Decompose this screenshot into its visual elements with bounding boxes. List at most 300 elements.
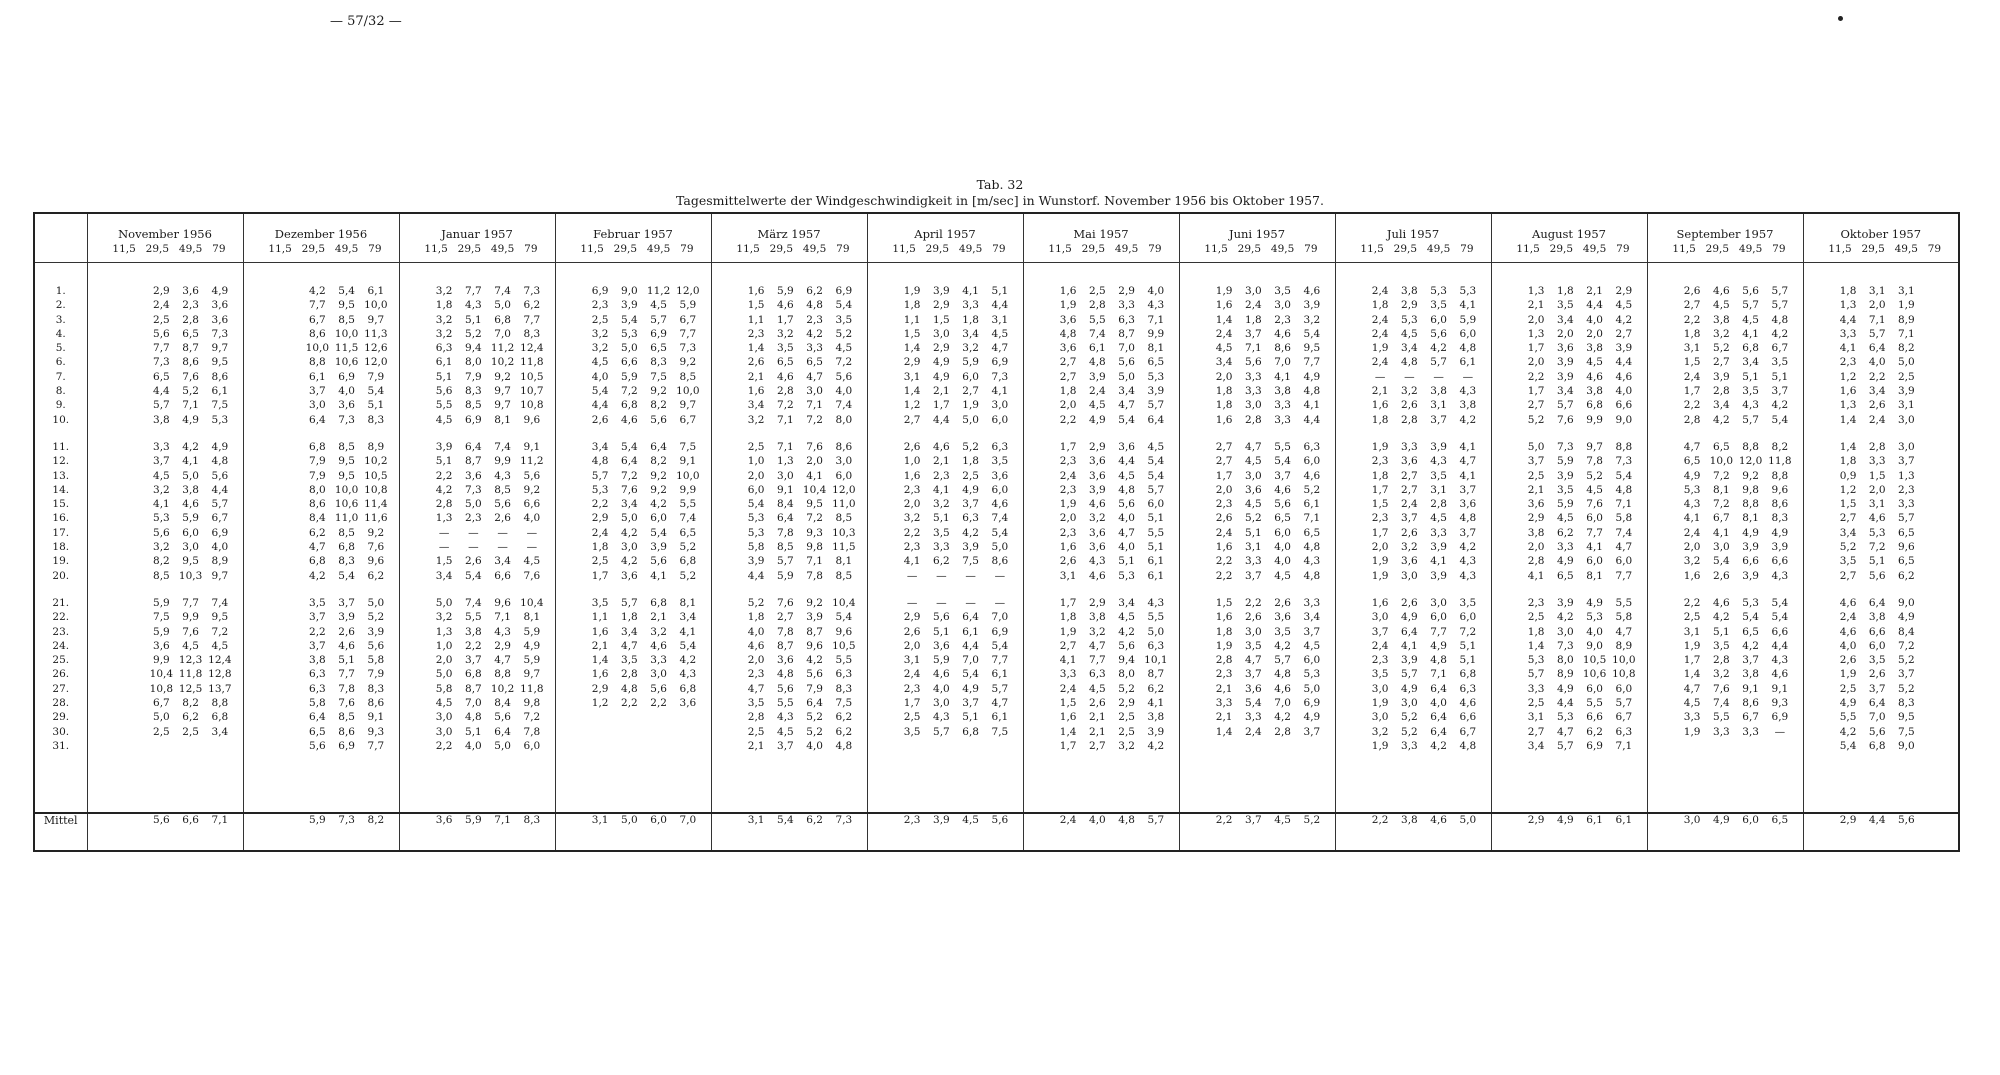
wind-value: 6,5 [1897,555,1915,568]
month-day-cell [711,440,867,454]
value-group [1024,384,1179,398]
month-day-cell [1647,469,1803,483]
day-label: 7. [55,370,66,383]
wind-value: 4,3 [465,299,482,312]
wind-value: 7,2 [777,399,794,412]
wind-value: 3,9 [650,541,667,554]
wind-value: 4,1 [1401,639,1418,652]
wind-value: 4,9 [933,356,950,369]
value-group [1336,814,1491,826]
wind-value: 8,4 [1897,625,1915,638]
wind-value: 3,2 [1089,625,1106,638]
wind-value [275,710,301,724]
table-row [34,454,1959,468]
month-day-cell [1803,327,1959,341]
month-day-cell [1491,483,1647,497]
wind-value: 1,4 [903,342,921,355]
spacer-cell [1803,263,1959,285]
month-day-cell [1335,710,1491,724]
mean-value: 5,2 [1303,814,1321,826]
spacer-cell [867,263,1023,285]
wind-value [119,511,145,525]
wind-value: 2,0 [903,639,921,652]
wind-value: 7,0 [1868,711,1886,724]
month-day-cell [1491,341,1647,355]
wind-value: 5,4 [591,385,609,398]
wind-value: 6,3 [1118,313,1135,326]
month-mean-cell [1647,813,1803,851]
wind-value: — [1774,725,1786,738]
value-group [88,298,243,312]
wind-value: 5,3 [1868,526,1886,539]
wind-value: 1,9 [962,399,979,412]
wind-value: 5,9 [153,596,170,609]
value-group [868,725,1023,739]
month-day-cell [555,327,711,341]
wind-value: 3,1 [1868,498,1886,511]
wind-value [275,610,301,624]
wind-value: 7,4 [465,596,482,609]
wind-value: 4,9 [1742,526,1759,539]
wind-value: 5,7 [1742,413,1759,426]
spacer-cell [34,263,87,285]
wind-value: 2,2 [1683,399,1701,412]
wind-value: 4,0 [1615,385,1633,398]
value-group [1336,526,1491,540]
wind-value: 4,6 [1586,370,1603,383]
wind-value: 6,4 [1430,711,1447,724]
value-group [400,554,555,568]
wind-value: 6,6 [1868,625,1886,638]
wind-value [119,384,145,398]
wind-value: 4,7 [309,541,326,554]
month-day-cell [555,370,711,384]
wind-value: 6,3 [309,682,326,695]
wind-value: 8,9 [1615,639,1633,652]
wind-value: 3,4 [1118,385,1135,398]
wind-value: — [936,569,947,582]
month-day-cell [711,313,867,327]
table-caption-title: Tab. 32 [976,177,1024,192]
wind-value: 5,1 [1713,625,1730,638]
spacer-cell [243,583,399,596]
value-group [400,739,555,753]
wind-value: 5,3 [1147,370,1165,383]
wind-value [119,284,145,298]
wind-value: 1,8 [1059,385,1077,398]
wind-value: 3,7 [1274,469,1291,482]
mean-value: 7,3 [835,814,853,826]
value-group [88,610,243,624]
value-group [1492,469,1647,483]
wind-value: 3,2 [1371,725,1389,738]
wind-value: 4,6 [1303,469,1321,482]
month-day-cell [1647,384,1803,398]
month-day-cell [711,639,867,653]
value-group [88,511,243,525]
month-day-cell [1491,710,1647,724]
height-level: 29,5 [1237,243,1262,255]
table-bottom-space [34,753,1959,813]
wind-value: 3,5 [1557,299,1574,312]
value-group [712,440,867,454]
wind-value: 5,6 [1868,569,1886,582]
wind-value: 6,2 [835,725,853,738]
value-group [244,497,399,511]
height-level: 29,5 [925,243,950,255]
month-day-cell [1179,569,1335,583]
value-group [88,440,243,454]
wind-value [119,413,145,427]
wind-value: 4,4 [933,413,950,426]
wind-value [275,440,301,454]
month-day-cell [867,313,1023,327]
month-day-cell [243,370,399,384]
value-group [1180,341,1335,355]
wind-value: 5,1 [465,313,482,326]
month-day-cell [399,284,555,298]
day-label: 28. [52,697,70,710]
spacer-cell [399,583,555,596]
value-group [1180,298,1335,312]
wind-value: 1,7 [591,569,609,582]
value-group [88,370,243,384]
value-group [1804,682,1959,696]
wind-value: 2,7 [1215,455,1233,468]
value-group [88,327,243,341]
value-group [400,667,555,681]
wind-value: 2,7 [777,611,794,624]
wind-value: 4,1 [1742,327,1759,340]
wind-value: 1,8 [1215,625,1233,638]
month-day-cell [1179,454,1335,468]
wind-value: 3,2 [435,313,453,326]
wind-value: 5,2 [806,711,823,724]
spacer-cell [399,753,555,813]
wind-value [1922,526,1948,540]
wind-value: 6,4 [309,413,326,426]
wind-value: 9,7 [494,385,511,398]
mean-value: 8,3 [523,814,541,826]
wind-value: 3,2 [1089,512,1106,525]
wind-value: 4,8 [806,299,823,312]
wind-value: 9,3 [806,526,823,539]
value-group [400,355,555,369]
value-group [1336,696,1491,710]
wind-value: 3,2 [1303,313,1321,326]
wind-value: 7,1 [1868,313,1886,326]
value-group [1024,526,1179,540]
month-day-cell [555,469,711,483]
month-day-cell [1803,384,1959,398]
wind-value: 4,9 [1303,711,1321,724]
value-group [1180,814,1335,826]
wind-value: 4,1 [1527,569,1545,582]
value-group [1180,384,1335,398]
wind-value: 1,8 [962,455,979,468]
day-label: 21. [52,596,70,609]
value-group [88,639,243,653]
day-label: 5. [55,342,66,355]
wind-value: 3,0 [835,455,853,468]
value-group [1648,483,1803,497]
value-group [1492,569,1647,583]
value-group [556,469,711,483]
wind-value: 1,7 [1527,385,1545,398]
month-day-cell [867,696,1023,710]
month-day-cell [1179,682,1335,696]
wind-value: 2,2 [435,469,453,482]
wind-value: 2,5 [1118,725,1135,738]
wind-value [1922,610,1948,624]
month-day-cell [87,284,243,298]
month-day-cell [1491,596,1647,610]
wind-value: 5,6 [211,469,229,482]
wind-value: 5,7 [1897,512,1915,525]
height-level: 11,5 [1516,243,1540,255]
wind-value: 8,9 [1897,313,1915,326]
wind-value: 2,3 [1371,512,1389,525]
wind-value: 8,4 [309,512,326,525]
wind-value: 3,7 [1897,455,1915,468]
day-label: 15. [52,498,70,511]
wind-value: 4,8 [1459,739,1477,752]
wind-value: 5,7 [991,682,1009,695]
wind-value: 4,5 [1683,697,1701,710]
month-day-cell [243,653,399,667]
wind-value: 5,2 [747,596,765,609]
month-day-cell [87,384,243,398]
wind-value: 5,3 [1683,483,1701,496]
height-level: 49,5 [958,243,983,255]
wind-value: 3,4 [1713,399,1730,412]
month-day-cell [1491,355,1647,369]
wind-value: 8,1 [1147,342,1165,355]
value-group [1180,454,1335,468]
value-group [1648,370,1803,384]
value-group [1024,313,1179,327]
wind-value: 8,5 [465,399,482,412]
wind-value: 4,0 [1868,356,1886,369]
height-levels [712,241,867,255]
wind-value: 6,1 [211,385,229,398]
value-group [1336,454,1491,468]
month-day-cell [1179,725,1335,739]
wind-value: 3,0 [1371,682,1389,695]
wind-value: 2,9 [903,611,921,624]
month-day-cell [1335,398,1491,412]
wind-value: 5,2 [1586,469,1603,482]
wind-value: 0,9 [1839,469,1857,482]
value-group [1804,327,1959,341]
wind-value: 6,6 [1615,399,1633,412]
wind-value: 4,9 [211,440,229,453]
value-group [1024,540,1179,554]
value-group [1492,341,1647,355]
wind-value: 6,7 [1713,512,1730,525]
spacer-cell [867,583,1023,596]
height-level: 49,5 [1582,243,1607,255]
value-group [400,483,555,497]
wind-value: 2,7 [1615,327,1633,340]
wind-value: 8,6 [211,370,229,383]
wind-value: 6,4 [1147,413,1165,426]
month-day-cell [1491,739,1647,753]
month-day-cell [243,625,399,639]
month-day-cell [1803,639,1959,653]
wind-value: 3,6 [621,569,638,582]
value-group [1648,355,1803,369]
month-day-cell [867,725,1023,739]
wind-value: 5,6 [650,682,667,695]
wind-value: 1,9 [1371,440,1389,453]
wind-value: 5,6 [933,611,950,624]
value-group [88,454,243,468]
wind-value: 3,4 [621,498,638,511]
wind-value [275,653,301,667]
wind-value: 4,2 [621,555,638,568]
value-group [868,454,1023,468]
month-day-cell [1803,625,1959,639]
month-day-cell [1023,653,1179,667]
wind-value [275,398,301,412]
day-label: 14. [52,483,70,496]
wind-value: 5,4 [1771,413,1789,426]
wind-value: 2,8 [182,313,199,326]
wind-value: 3,7 [1771,385,1789,398]
day-label: 11. [52,440,70,453]
month-day-cell [1335,696,1491,710]
wind-value: 4,6 [991,498,1009,511]
month-name: April 1957 [914,227,976,241]
wind-value: 2,3 [1371,654,1389,667]
mean-value: 6,6 [182,814,199,826]
month-day-cell [1647,284,1803,298]
wind-value: 6,6 [1586,711,1603,724]
wind-value: 8,0 [1557,654,1574,667]
height-level: 49,5 [490,243,515,255]
month-day-cell [1335,440,1491,454]
wind-value: 7,7 [338,668,355,681]
wind-value: 5,6 [435,385,453,398]
spacer-cell [1647,583,1803,596]
wind-value: 6,0 [1586,682,1603,695]
wind-value [1922,639,1948,653]
wind-value: 8,8 [494,668,511,681]
wind-value: 4,3 [494,469,511,482]
wind-value: 1,6 [1059,285,1077,297]
value-group [1024,341,1179,355]
value-group [1648,610,1803,624]
value-group [1024,454,1179,468]
wind-value: 6,3 [309,668,326,681]
height-level: 79 [992,243,1006,255]
value-group [712,313,867,327]
month-day-cell [399,596,555,610]
wind-value: 1,7 [777,313,794,326]
month-day-cell [867,526,1023,540]
wind-value: 2,6 [747,356,765,369]
wind-value: 4,5 [153,469,170,482]
wind-value: 1,1 [591,611,609,624]
wind-value [119,341,145,355]
wind-value: 4,6 [1459,697,1477,710]
wind-value: 2,4 [1371,327,1389,340]
month-day-cell [867,682,1023,696]
wind-value: 4,5 [1147,440,1165,453]
wind-value: 10,2 [490,682,515,695]
wind-value: 2,0 [1215,483,1233,496]
month-day-cell [1179,341,1335,355]
wind-value: 5,4 [1839,739,1857,752]
value-group [1024,413,1179,427]
month-day-cell [711,739,867,753]
value-group [556,298,711,312]
wind-value: 4,1 [962,285,979,297]
month-day-cell [1647,725,1803,739]
month-day-cell [1023,370,1179,384]
value-group [1492,355,1647,369]
wind-value: 1,5 [903,327,921,340]
wind-value: 7,4 [494,285,511,297]
wind-value: 9,3 [1771,697,1789,710]
wind-value: 3,4 [1303,611,1321,624]
wind-value: 3,7 [153,455,170,468]
month-day-cell [711,355,867,369]
value-group [1180,639,1335,653]
wind-value: — [497,541,508,554]
wind-value: 5,6 [523,469,541,482]
wind-value: 5,5 [1089,313,1106,326]
value-group [1336,413,1491,427]
table-row [34,440,1959,454]
wind-value: 6,9 [1303,697,1321,710]
wind-value: 2,7 [1527,399,1545,412]
month-day-cell [1335,596,1491,610]
wind-value: 7,7 [465,285,482,297]
wind-value: 1,3 [1527,327,1545,340]
spacer-cell [1803,753,1959,813]
wind-value: 4,2 [1459,413,1477,426]
wind-value: 9,9 [1147,327,1165,340]
wind-value: 10,8 [1612,668,1636,681]
wind-value: 10,0 [1612,654,1636,667]
wind-value: 4,9 [523,639,541,652]
wind-value: 9,3 [367,725,385,738]
month-day-cell [1647,739,1803,753]
wind-value: 2,0 [435,654,453,667]
wind-value: 7,6 [621,483,638,496]
wind-value: 5,8 [309,697,326,710]
wind-value: 3,4 [1215,356,1233,369]
wind-value: 1,9 [1683,725,1701,738]
value-group [712,355,867,369]
wind-value: 3,3 [1742,725,1759,738]
wind-value: 7,6 [1557,413,1574,426]
wind-value: 5,6 [835,370,853,383]
wind-value: 5,1 [367,399,385,412]
month-day-cell [399,710,555,724]
wind-value: 6,7 [679,313,697,326]
wind-value: 2,3 [903,483,921,496]
value-group [868,298,1023,312]
value-group [712,696,867,710]
month-day-cell [399,341,555,355]
wind-value: 3,2 [591,327,609,340]
value-group [868,483,1023,497]
value-group [244,667,399,681]
wind-value: 7,3 [1615,455,1633,468]
